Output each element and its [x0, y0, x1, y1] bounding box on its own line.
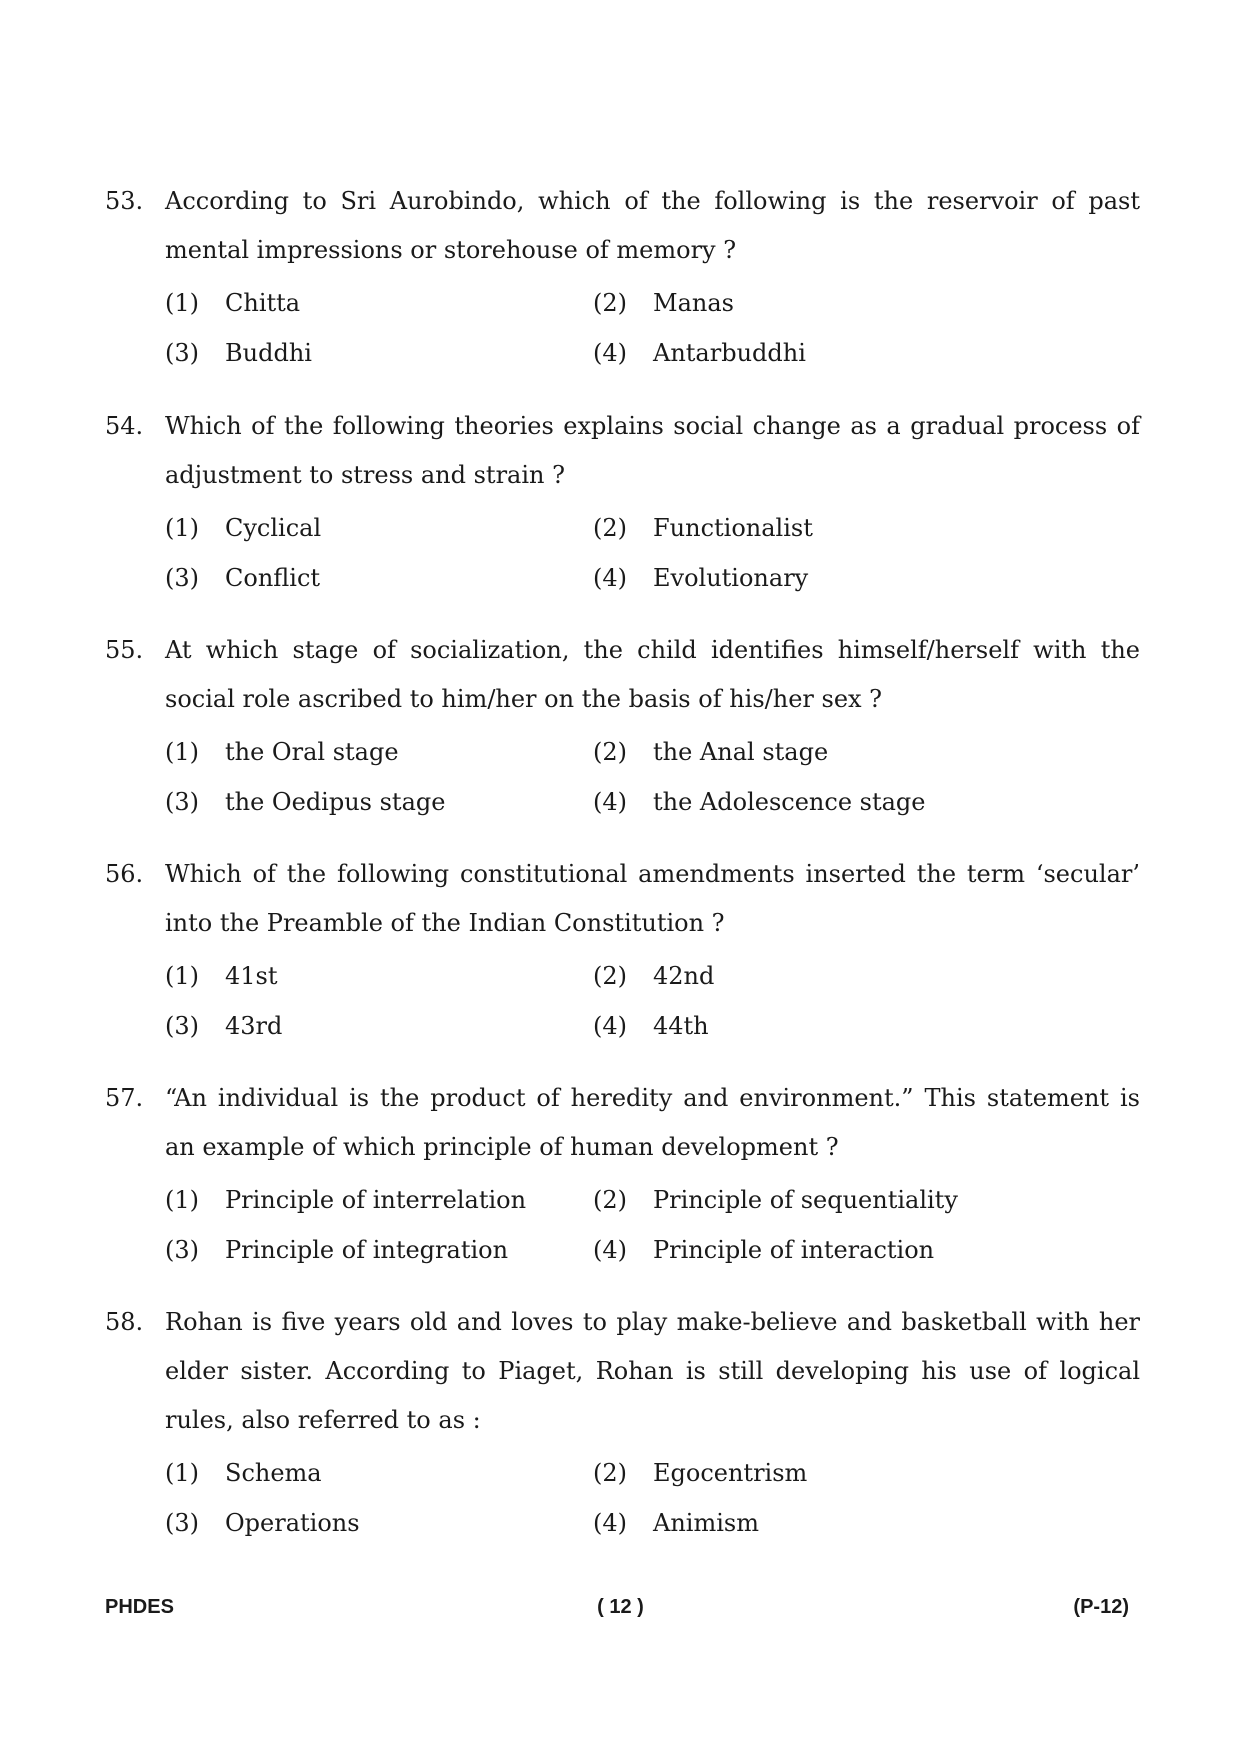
option-4: (4) the Adolescence stage [593, 788, 926, 816]
question-text: At which stage of socialization, the child identifies himself/herself with the social role ascribed to him/her on the basis of his/her sex ? [165, 636, 1140, 713]
option-1: (1) Schema [165, 1459, 322, 1487]
option-1: (1) Cyclical [165, 514, 322, 542]
options [165, 1175, 1140, 1275]
option-1: (1) Principle of interrelation [165, 1186, 527, 1214]
question-53 [105, 177, 1140, 378]
question-text: Which of the following constitutional amendments inserted the term ‘secular’ into the Preamble of the Indian Constitution ? [165, 860, 1140, 937]
question-number: 55. [105, 636, 144, 664]
options [165, 503, 1140, 603]
option-2: (2) the Anal stage [593, 738, 829, 766]
question-58 [105, 1298, 1140, 1548]
option-1: (1) 41st [165, 962, 278, 990]
options [165, 727, 1140, 827]
question-number: 58. [105, 1308, 144, 1336]
option-3: (3) the Oedipus stage [165, 788, 446, 816]
option-3: (3) Conflict [165, 564, 321, 592]
question-text: Rohan is five years old and loves to play make-believe and basketball with her elder sister. According to Piaget, Rohan is still developing his use of logical rules, also referred to as : [165, 1308, 1140, 1434]
question-text: “An individual is the product of heredity and environment.” This statement is an example of which principle of human development ? [165, 1084, 1140, 1161]
footer-page-number: ( 12 ) [597, 1596, 644, 1618]
option-4: (4) 44th [593, 1012, 709, 1040]
options [165, 951, 1140, 1051]
option-3: (3) 43rd [165, 1012, 283, 1040]
question-57 [105, 1074, 1140, 1275]
question-text: According to Sri Aurobindo, which of the following is the reservoir of past mental impressions or storehouse of memory ? [165, 187, 1140, 264]
option-4: (4) Principle of interaction [593, 1236, 935, 1264]
option-1: (1) the Oral stage [165, 738, 399, 766]
option-4: (4) Animism [593, 1509, 759, 1537]
option-3: (3) Principle of integration [165, 1236, 509, 1264]
options [165, 278, 1140, 378]
question-55 [105, 626, 1140, 827]
option-4: (4) Antarbuddhi [593, 339, 806, 367]
question-56 [105, 850, 1140, 1051]
question-number: 53. [105, 187, 144, 215]
question-number: 57. [105, 1084, 144, 1112]
question-text: Which of the following theories explains social change as a gradual process of adjustment to stress and strain ? [165, 412, 1140, 489]
option-2: (2) Egocentrism [593, 1459, 808, 1487]
option-4: (4) Evolutionary [593, 564, 809, 592]
option-2: (2) Principle of sequentiality [593, 1186, 958, 1214]
option-2: (2) Manas [593, 289, 734, 317]
question-number: 54. [105, 412, 144, 440]
options [165, 1448, 1140, 1548]
option-3: (3) Operations [165, 1509, 360, 1537]
question-number: 56. [105, 860, 144, 888]
option-1: (1) Chitta [165, 289, 301, 317]
option-2: (2) 42nd [593, 962, 715, 990]
footer-set-code: (P-12) [1073, 1596, 1129, 1618]
option-3: (3) Buddhi [165, 339, 312, 367]
footer-booklet-code: PHDES [105, 1596, 174, 1618]
question-54 [105, 402, 1140, 603]
option-2: (2) Functionalist [593, 514, 813, 542]
